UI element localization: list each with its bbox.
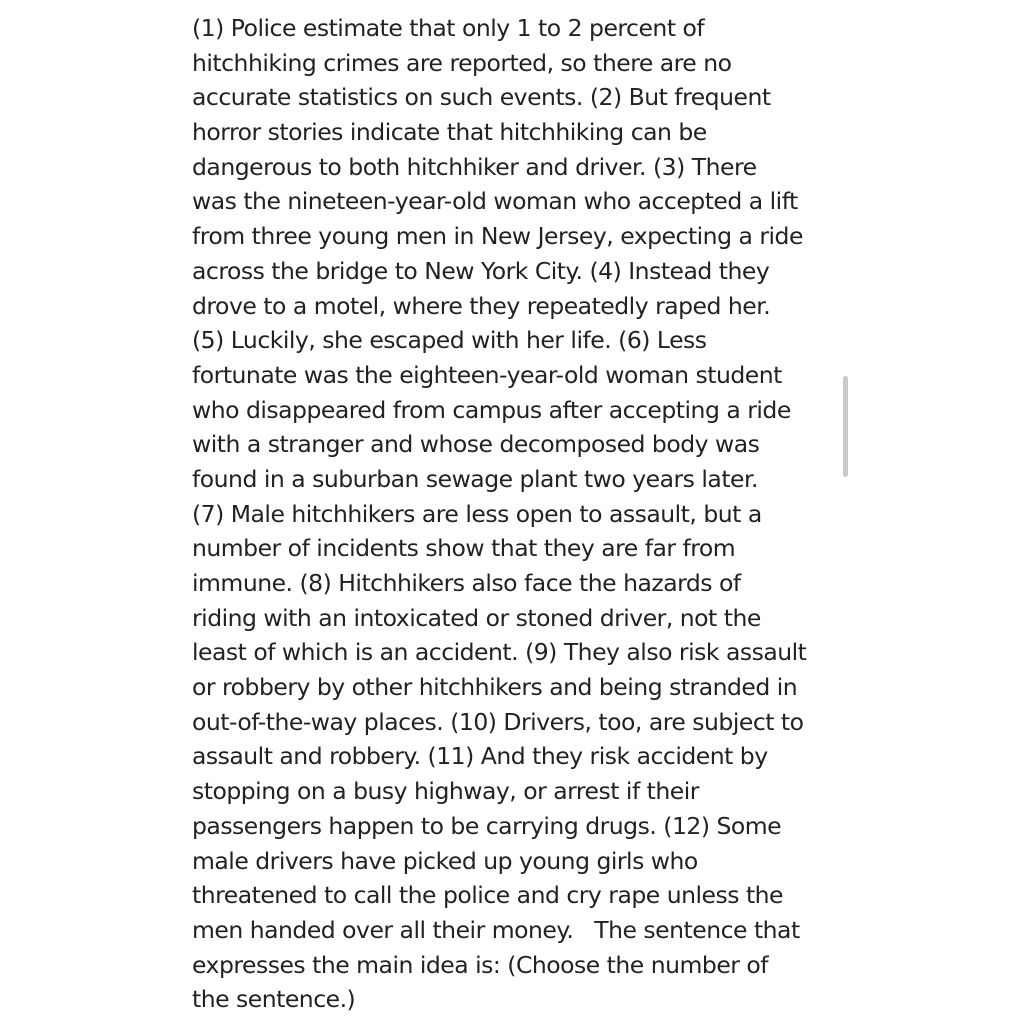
text-line: dangerous to both hitchhiker and driver. (3) There <box>192 152 757 181</box>
text-line: immune. (8) Hitchhikers also face the hazards of <box>192 569 741 597</box>
text-line: number of incidents show that they are far from <box>192 534 736 563</box>
text-line: found in a suburban sewage plant two years later. <box>192 464 758 493</box>
text-line: (5) Luckily, she escaped with her life. (6) Less <box>192 326 707 355</box>
text-line: from three young men in New Jersey, expecting a ride <box>192 222 803 251</box>
text-line: passengers happen to be carrying drugs. (12) Some <box>192 811 782 840</box>
text-line: accurate statistics on such events. (2) But frequent <box>192 83 771 112</box>
text-line: who disappeared from campus after accepting a ride <box>192 395 791 424</box>
text-line: expresses the main idea is: (Choose the number of <box>192 950 769 979</box>
text-line: hitchhiking crimes are reported, so there are no <box>192 48 732 77</box>
text-line: with a stranger and whose decomposed body was <box>192 430 760 459</box>
text-line: least of which is an accident. (9) They also risk assault <box>192 638 807 667</box>
text-line: men handed over all their money. The sentence that <box>192 915 800 944</box>
text-line: drove to a motel, where they repeatedly raped her. <box>192 291 771 320</box>
text-line: riding with an intoxicated or stoned driver, not the <box>192 603 761 632</box>
text-line: male drivers have picked up young girls who <box>192 846 698 875</box>
text-line: (7) Male hitchhikers are less open to assault, but a <box>192 499 762 528</box>
text-line: (1) Police estimate that only 1 to 2 percent of <box>192 14 705 42</box>
text-line: threatened to call the police and cry rape unless the <box>192 881 784 910</box>
text-line: out-of-the-way places. (10) Drivers, too, are subject to <box>192 707 804 736</box>
text-line: across the bridge to New York City. (4) Instead they <box>192 256 770 285</box>
text-line: or robbery by other hitchhikers and being stranded in <box>192 673 798 702</box>
vertical-scrollbar[interactable] <box>843 376 848 477</box>
text-line: stopping on a busy highway, or arrest if their <box>192 777 699 806</box>
passage-text <box>192 11 842 1017</box>
text-line: horror stories indicate that hitchhiking can be <box>192 118 707 147</box>
text-line: was the nineteen-year-old woman who accepted a lift <box>192 187 798 216</box>
text-line: fortunate was the eighteen-year-old woman student <box>192 360 782 389</box>
text-line: assault and robbery. (11) And they risk accident by <box>192 742 768 771</box>
text-line: the sentence.) <box>192 985 356 1014</box>
